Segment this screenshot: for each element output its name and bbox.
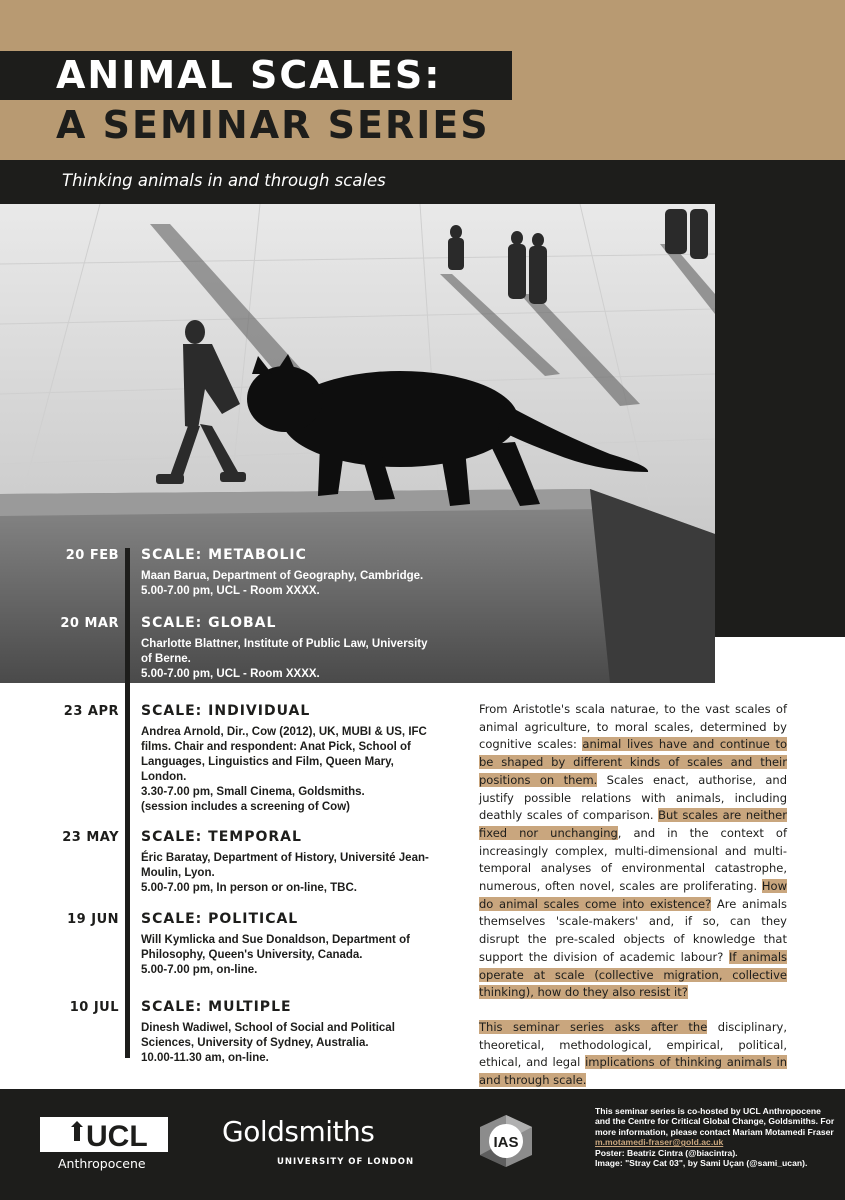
event-details [141, 725, 441, 815]
page-title-line2: A SEMINAR SERIES [56, 103, 490, 147]
event-speaker: Maan Barua [141, 570, 207, 582]
event-title: SCALE: TEMPORAL [141, 829, 302, 845]
event-speaker: Dinesh Wadiwel [141, 1022, 229, 1034]
event-details [141, 851, 431, 896]
highlighted-text: animal lives have and continue to be shaped by different kinds of scales and their positions on them. [479, 737, 787, 787]
event-affiliation: , Dir., Cow (2012), UK, MUBI & US, IFC films. Chair and respondent: Anat Pick, School of Languages, Linguistics and Film, Queen Mary, London. [141, 726, 427, 783]
highlighted-text: implications of thinking animals in and through scale. [479, 1055, 788, 1088]
event-affiliation: , Department of Geography, Cambridge. [206, 570, 424, 582]
cat-walking-photo-icon [0, 204, 715, 683]
ucl-logo [40, 1117, 168, 1152]
event-meta: 5.00-7.00 pm, UCL - Room XXXX. [141, 668, 320, 680]
event-meta: 10.00-11.30 am, on-line. [141, 1052, 269, 1064]
event-details [141, 569, 451, 599]
event-details [141, 933, 441, 978]
event-speaker: Éric Baratay [141, 852, 208, 864]
goldsmiths-logo: Goldsmiths [222, 1115, 375, 1148]
event-extra: (session includes a screening of Cow) [141, 801, 350, 813]
highlighted-text: How do animal scales come into existence? [479, 879, 787, 911]
text-run: From Aristotle's scala naturae, to the vast scales of animal agriculture, to moral scales, determined by cognitive scales: [479, 702, 787, 752]
event-title: SCALE: INDIVIDUAL [141, 703, 311, 719]
event-date: 23 MAY [62, 830, 119, 845]
text-run: Are animals themselves 'scale-makers' and, if so, can they disrupt the pre-scaled objects of knowledge that support the division of academic labour? [479, 896, 787, 964]
event-speaker: Andrea Arnold [141, 726, 221, 738]
text-run: , and in the context of increasingly complex, multi-dimensional and multi-temporal analyses of environmental catastrophe, numerous, often novel, scales are proliferating. [479, 825, 788, 894]
description-paragraph-1 [479, 701, 787, 1002]
event-details [141, 1021, 426, 1066]
goldsmiths-subtitle: UNIVERSITY OF LONDON [277, 1157, 415, 1167]
text-run: Scales enact, authorise, and justify possible relations with animals, including deathly scales of comparison. [479, 772, 787, 823]
page-subtitle: Thinking animals in and through scales [62, 171, 386, 190]
contact-email-link[interactable]: m.motamedi-fraser@gold.ac.uk [595, 1137, 724, 1148]
event-affiliation: , School of Social and Political Sciences, University of Sydney, Australia. [141, 1022, 395, 1049]
ucl-anthropocene-label: Anthropocene [58, 1156, 146, 1171]
event-affiliation: , Department of History, Université Jean-Moulin, Lyon. [141, 852, 429, 879]
text-run: disciplinary, theoretical, methodological, empirical, political, ethical, and legal [479, 1019, 788, 1070]
event-details [141, 637, 441, 682]
event-speaker: Charlotte Blattner [141, 638, 238, 650]
decorative-black-panel [715, 204, 845, 637]
event-meta: 5.00-7.00 pm, UCL - Room XXXX. [141, 585, 320, 597]
event-affiliation: , Department of Philosophy, Queen's University, Canada. [141, 934, 410, 961]
poster-credit: Poster: Beatriz Cintra (@biacintra). [595, 1147, 738, 1158]
event-title: SCALE: GLOBAL [141, 615, 277, 631]
event-date: 20 FEB [65, 548, 119, 563]
event-meta: 5.00-7.00 pm, In person or on-line, TBC. [141, 882, 357, 894]
event-title: SCALE: POLITICAL [141, 911, 299, 927]
title-line1-bar [0, 51, 512, 100]
highlighted-text: But scales are neither fixed nor unchanging [479, 808, 787, 840]
highlighted-text: This seminar series asks after the [479, 1019, 708, 1034]
footer-credits [595, 1106, 835, 1168]
timeline-bar [125, 548, 130, 1058]
description-text [479, 701, 787, 1090]
ias-logo-text: IAS [493, 1134, 519, 1151]
event-date: 19 JUN [67, 912, 119, 927]
event-meta: 5.00-7.00 pm, on-line. [141, 964, 258, 976]
event-date: 10 JUL [69, 1000, 119, 1015]
event-date: 20 MAR [60, 616, 119, 631]
event-date: 23 APR [63, 704, 119, 719]
event-speaker: Will Kymlicka and Sue Donaldson [141, 934, 326, 946]
event-meta: 3.30-7.00 pm, Small Cinema, Goldsmiths. [141, 786, 365, 798]
cohost-text: This seminar series is co-hosted by UCL Anthropocene and the Centre for Critical Global Change, Goldsmiths. For more information, please contact Mariam Motamedi Fraser [595, 1106, 835, 1137]
event-title: SCALE: MULTIPLE [141, 999, 292, 1015]
event-title: SCALE: METABOLIC [141, 547, 307, 563]
ucl-logo-text: UCL [86, 1120, 148, 1152]
event-affiliation: , Institute of Public Law, University of Berne. [141, 638, 428, 665]
highlighted-text: If animals operate at scale (collective migration, collective thinking), how do they also resist it? [479, 949, 787, 1000]
ias-logo-icon [476, 1113, 536, 1169]
description-paragraph-2 [479, 1019, 787, 1090]
image-credit: Image: "Stray Cat 03", by Sami Uçan (@sami_ucan). [595, 1158, 808, 1169]
cat-walking-photo [0, 204, 715, 683]
page-title-line1: ANIMAL SCALES: [56, 53, 442, 97]
